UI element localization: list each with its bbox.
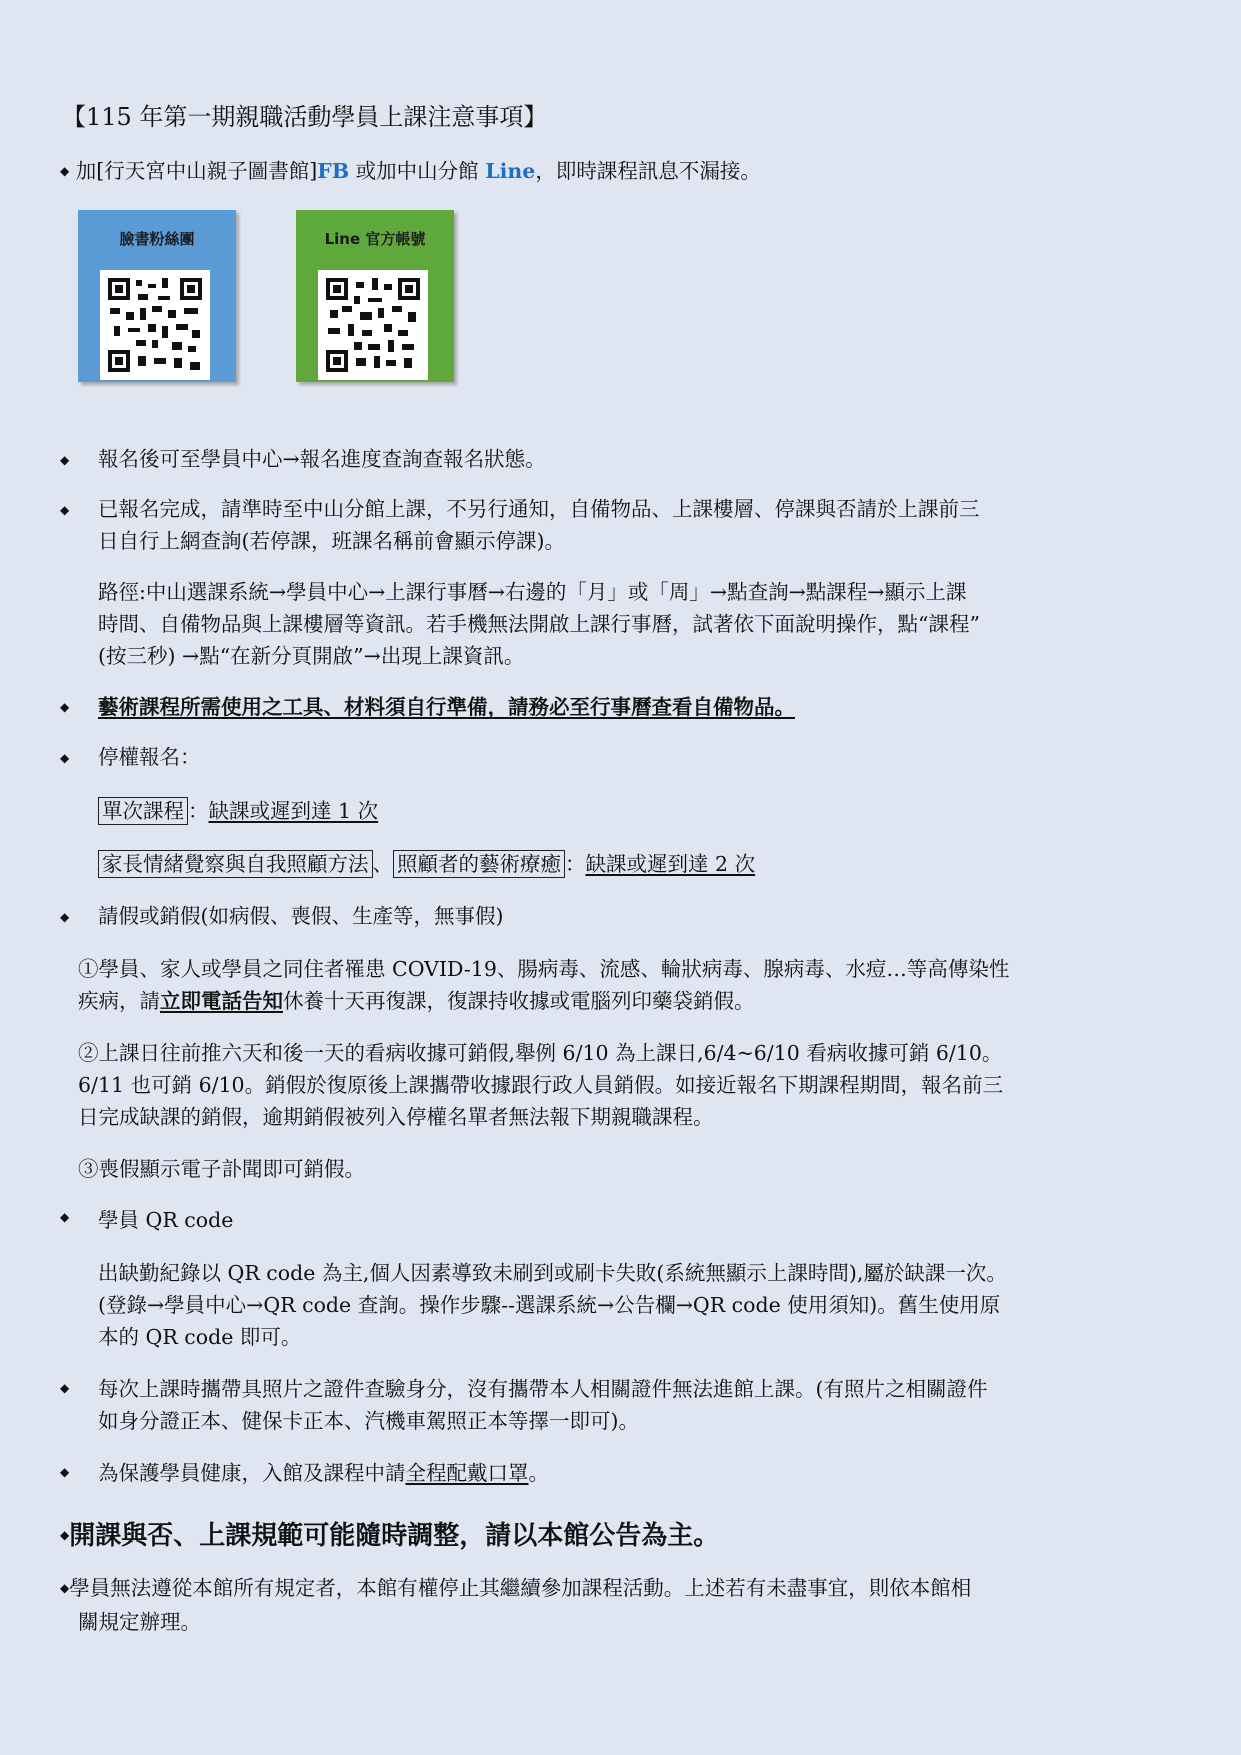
registered-note-line1: 已報名完成，請準時至中山分館上課，不另行通知，自備物品、上課樓層、停課與否請於上課前三 — [98, 497, 980, 521]
fb-line-notice: ◆ 加[行天宮中山親子圖書館]FB 或加中山分館 Line，即時課程訊息不漏接。 — [60, 159, 761, 183]
id-note-line2: 如身分證正本、健保卡正本、汽機車駕照正本等擇一即可)。 — [98, 1409, 639, 1433]
qr-note-line2: (登錄→學員中心→QR code 查詢。操作步驟--選課系統→公告欄→QR code 使用須知)。舊生使用原 — [98, 1293, 1001, 1317]
qr-heading: 學員 QR code — [98, 1208, 234, 1232]
call-notice: 立即電話告知 — [160, 989, 283, 1013]
bullet-icon: ◆ — [60, 1381, 70, 1395]
fb-qr-label: 臉書粉絲團 — [119, 230, 195, 248]
suspend-heading: 停權報名： — [98, 745, 201, 769]
leave-rule1-line1: ①學員、家人或學員之同住者罹患 COVID-19、腸病毒、流感、輪狀病毒、腺病毒、水痘…等高傳染性 — [78, 957, 1010, 981]
bullet-icon: ◆ — [60, 164, 70, 178]
qr-code-icon — [326, 278, 420, 372]
registered-note-line2: 日自行上網查詢(若停課，班課名稱前會顯示停課)。 — [98, 529, 565, 553]
parent-course-rule: 家長情緒覺察與自我照顧方法 、 照顧者的藝術療癒 ：缺課或遲到達 2 次 — [98, 848, 755, 880]
document-title: 【115 年第一期親職活動學員上課注意事項】 — [62, 103, 548, 131]
single-course-label: 單次課程 — [98, 797, 188, 825]
leave-rule3: ③喪假顯示電子訃聞即可銷假。 — [78, 1157, 365, 1181]
id-note-line1: 每次上課時攜帶具照片之證件查驗身分，沒有攜帶本人相關證件無法進館上課。(有照片之相關證件 — [98, 1377, 988, 1401]
bullet-icon: ◆ — [60, 1210, 70, 1224]
line-qr-label: Line 官方帳號 — [324, 230, 426, 248]
parent-course-limit: 缺課或遲到達 2 次 — [585, 852, 756, 876]
path-line1: 路徑:中山選課系統→學員中心→上課行事曆→右邊的「月」或「周」→點查詢→點課程→顯示上課 — [98, 580, 967, 604]
leave-heading: 請假或銷假(如病假、喪假、生產等，無事假) — [98, 904, 504, 928]
fb-qr-code — [100, 270, 210, 380]
single-course-limit: 缺課或遲到達 1 次 — [208, 799, 379, 823]
fb-qr-card[interactable] — [78, 210, 236, 382]
status-note: 報名後可至學員中心→報名進度查詢查報名狀態。 — [98, 447, 546, 471]
final-rule-line1: ◆學員無法遵從本館所有規定者，本館有權停止其繼續參加課程活動。上述若有未盡事宜，則依本館相 — [60, 1576, 972, 1600]
leave-rule1-line2: 疾病，請立即電話告知休養十天再復課，復課持收據或電腦列印藥袋銷假。 — [78, 989, 755, 1013]
care-course-label: 照顧者的藝術療癒 — [393, 850, 565, 878]
art-materials-note: 藝術課程所需使用之工具、材料須自行準備，請務必至行事曆查看自備物品。 — [98, 695, 795, 719]
bullet-icon: ◆ — [60, 910, 70, 924]
single-course-rule: 單次課程 ：缺課或遲到達 1 次 — [98, 795, 378, 827]
bullet-icon: ◆ — [60, 700, 70, 714]
final-rule-line2: 關規定辦理。 — [78, 1610, 201, 1634]
path-line3: (按三秒) →點“在新分頁開啟”→出現上課資訊。 — [98, 644, 525, 668]
line-qr-card[interactable] — [296, 210, 454, 382]
line-qr-code — [318, 270, 428, 380]
qr-note-line3: 本的 QR code 即可。 — [98, 1325, 302, 1349]
qr-code-icon — [108, 278, 202, 372]
line-link[interactable]: Line — [485, 159, 536, 183]
leave-rule2-line3: 日完成缺課的銷假，逾期銷假被列入停權名單者無法報下期親職課程。 — [78, 1105, 714, 1129]
bullet-icon: ◆ — [60, 1465, 70, 1479]
bullet-icon: ◆ — [60, 1581, 70, 1595]
leave-rule2-line2: 6/11 也可銷 6/10。銷假於復原後上課攜帶收據跟行政人員銷假。如接近報名下期課程期間，報名前三 — [78, 1073, 1004, 1097]
bullet-icon: ◆ — [60, 1528, 70, 1542]
leave-rule2-line1: ②上課日往前推六天和後一天的看病收據可銷假,舉例 6/10 為上課日,6/4~6/10 看病收據可銷 6/10。 — [78, 1041, 1003, 1065]
bullet-icon: ◆ — [60, 453, 70, 467]
qr-note-line1: 出缺勤紀錄以 QR code 為主,個人因素導致未刷到或刷卡失敗(系統無顯示上課時間),屬於缺課一次。 — [98, 1261, 1007, 1285]
mask-requirement: 全程配戴口罩 — [405, 1461, 529, 1485]
bullet-icon: ◆ — [60, 503, 70, 517]
bullet-icon: ◆ — [60, 751, 70, 765]
parent-course-label: 家長情緒覺察與自我照顧方法 — [98, 850, 373, 878]
path-line2: 時間、自備物品與上課樓層等資訊。若手機無法開啟上課行事曆，試著依下面說明操作，點“課程” — [98, 612, 980, 636]
adjustment-notice: ◆開課與否、上課規範可能隨時調整，請以本館公告為主。 — [60, 1521, 720, 1551]
mask-note: 為保護學員健康，入館及課程中請全程配戴口罩。 — [98, 1461, 549, 1485]
fb-link[interactable]: FB — [317, 159, 350, 183]
